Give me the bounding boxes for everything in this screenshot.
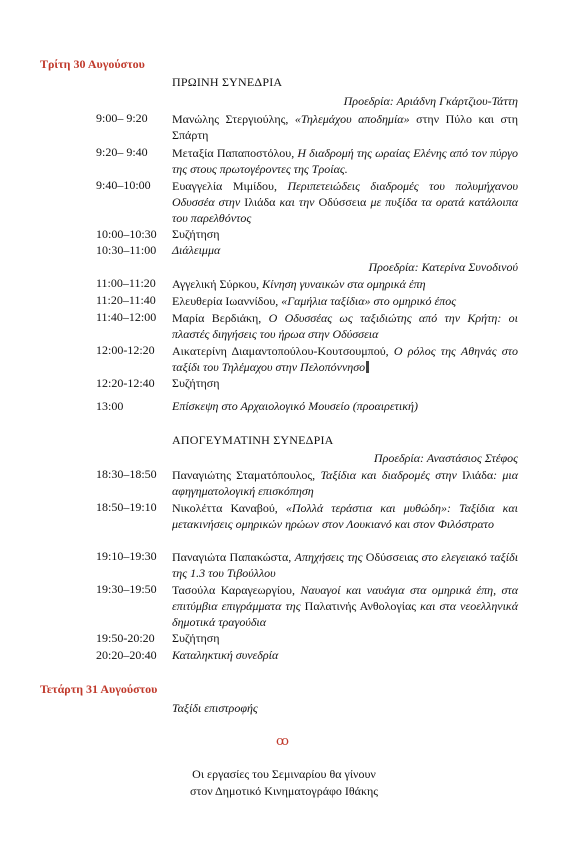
speaker-name: Νικολέττα Καναβού, xyxy=(172,501,278,515)
work-title: Οδύσσειας xyxy=(365,550,419,564)
session-note: Επίσκεψη στο Αρχαιολογικό Μουσείο (προαιρετική) xyxy=(172,399,418,413)
talk-title: Ο Οδυσσέας ως ταξιδιώτης από την Κρήτη: οι πλαστές διηγήσεις του ήρωα στην Οδύσσεια xyxy=(172,311,519,341)
venue-line-1: Οι εργασίες του Σεμιναρίου θα γίνουν xyxy=(192,767,376,781)
talk-description xyxy=(172,276,518,292)
talk-title: «Γαμήλια ταξίδια» xyxy=(281,294,371,308)
chair-morning-2: Προεδρία: Κατερίνα Συνοδινού xyxy=(368,260,518,274)
time-slot: 12:00-12:20 xyxy=(96,343,155,357)
day-heading-wednesday: Τετάρτη 31 Αυγούστου xyxy=(40,682,158,696)
talk-title-rest: στην Πύλο και στη Σπάρτη xyxy=(172,112,519,142)
time-slot: 18:50–19:10 xyxy=(96,500,157,514)
time-slot: 19:10–19:30 xyxy=(96,549,157,563)
session-title-afternoon: ΑΠΟΓΕΥΜΑΤΙΝΗ ΣΥΝΕΔΡΙΑ xyxy=(172,433,334,447)
talk-description xyxy=(172,582,518,630)
time-slot: 11:20–11:40 xyxy=(96,293,156,307)
speaker-name: Μανώλης Στεργιούλης, xyxy=(172,112,289,126)
talk-description xyxy=(172,111,518,143)
work-title: Οδύσσεια xyxy=(318,195,367,209)
talk-title-part: και την xyxy=(279,195,315,209)
talk-title-rest: στο ομηρικό έπος xyxy=(373,294,457,308)
speaker-name: Παναγιώτης Σταματόπουλος, xyxy=(172,468,316,482)
speaker-name: Αγγελική Σύρκου, xyxy=(172,277,260,291)
talk-title: «Τηλεμάχου αποδημία» xyxy=(294,112,410,126)
talk-title: Η διαδρομή της ωραίας Ελένης από τον πύργο της στους πρωτογέροντες της Τροίας. xyxy=(172,146,519,176)
talk-title: Απηχήσεις της xyxy=(294,550,363,564)
time-slot: 9:40–10:00 xyxy=(96,178,151,192)
speaker-name: Ελευθερία Ιωαννίδου, xyxy=(172,294,279,308)
chair-morning-1: Προεδρία: Αριάδνη Γκάρτζιου-Τάττη xyxy=(343,94,518,108)
time-slot: 13:00 xyxy=(96,399,124,413)
talk-description xyxy=(172,293,518,309)
time-slot: 10:00–10:30 xyxy=(96,227,157,241)
time-slot: 9:00– 9:20 xyxy=(96,111,148,125)
talk-title-rest: με πυξίδα τα ορατά κατάλοιπα του παρελθόντος xyxy=(172,195,519,225)
talk-description xyxy=(172,467,518,499)
time-slot: 18:30–18:50 xyxy=(96,467,157,481)
time-slot: 10:30–11:00 xyxy=(96,243,157,257)
speaker-name: Μαρία Βερδιάκη, xyxy=(172,311,262,325)
talk-title: «Πολλά τεράστια και μυθώδη» xyxy=(285,501,447,515)
talk-title-rest: : Ταξίδια και μετακινήσεις ομηρικών ηρώων στον Λουκιανό και στον Φιλόστρατο xyxy=(172,501,519,531)
venue-line-2: στον Δημοτικό Κινηματογράφο Ιθάκης xyxy=(189,784,379,798)
session-note: Συζήτηση xyxy=(172,376,220,390)
work-title: Ιλιάδα xyxy=(244,195,276,209)
time-slot: 19:50-20:20 xyxy=(96,631,155,645)
talk-description xyxy=(172,343,518,375)
text-cursor xyxy=(366,361,369,373)
speaker-name: Παναγιώτα Παπακώστα, xyxy=(172,550,292,564)
speaker-name: Μεταξία Παπαποστόλου, xyxy=(172,146,295,160)
venue-note xyxy=(0,766,568,800)
session-note: Διάλειμμα xyxy=(172,243,221,257)
return-trip-note: Ταξίδι επιστροφής xyxy=(172,701,258,715)
time-slot: 11:00–11:20 xyxy=(96,276,156,290)
session-note: Συζήτηση xyxy=(172,227,220,241)
talk-description xyxy=(172,500,518,532)
talk-title: Ταξίδια και διαδρομές στην xyxy=(320,468,457,482)
day-heading-tuesday: Τρίτη 30 Αυγούστου xyxy=(40,57,145,71)
session-title-morning: ΠΡΩΙΝΗ ΣΥΝΕΔΡΙΑ xyxy=(172,75,283,89)
time-slot: 9:20– 9:40 xyxy=(96,145,148,159)
talk-description xyxy=(172,310,518,342)
talk-description xyxy=(172,178,518,226)
time-slot: 11:40–12:00 xyxy=(96,310,157,324)
session-note: Καταληκτική συνεδρία xyxy=(172,648,279,662)
time-slot: 20:20–20:40 xyxy=(96,648,157,662)
ornament-icon: ꝏ xyxy=(276,733,289,748)
talk-title: Περιπετειώδεις διαδρομές του πολυμήχανου Οδυσσέα στην xyxy=(172,179,519,209)
talk-description xyxy=(172,145,518,177)
talk-description xyxy=(172,549,518,581)
chair-afternoon: Προεδρία: Αναστάσιος Στέφος xyxy=(373,451,518,465)
work-title: Παλατινής Ανθολογίας xyxy=(304,599,416,613)
talk-title: Ναυαγοί και ναυάγια στα ομηρικά έπη, στα επιτύμβια επιγράμματα της xyxy=(172,583,519,613)
talk-title: Κίνηση γυναικών στα ομηρικά έπη xyxy=(262,277,426,291)
time-slot: 12:20-12:40 xyxy=(96,376,155,390)
talk-title-rest: και στα νεοελληνικά δημοτικά τραγούδια xyxy=(172,599,518,629)
speaker-name: Αικατερίνη Διαμαντοπούλου-Κουτσουμπού, xyxy=(172,344,389,358)
speaker-name: Τασούλα Καραγεωργίου, xyxy=(172,583,295,597)
talk-title-rest: : μια αφηγηματολογική επισκόπηση xyxy=(172,468,519,498)
session-note: Συζήτηση xyxy=(172,631,220,645)
speaker-name: Ευαγγελία Μιμίδου, xyxy=(172,179,277,193)
talk-title-rest: στο ελεγειακό ταξίδι της 1.3 του Τιβούλλου xyxy=(172,550,519,580)
work-title: Ιλιάδα xyxy=(462,468,494,482)
time-slot: 19:30–19:50 xyxy=(96,582,157,596)
talk-title: Ο ρόλος της Αθηνάς στο ταξίδι του Τηλέμαχου στην Πελοπόννησο xyxy=(172,344,519,374)
